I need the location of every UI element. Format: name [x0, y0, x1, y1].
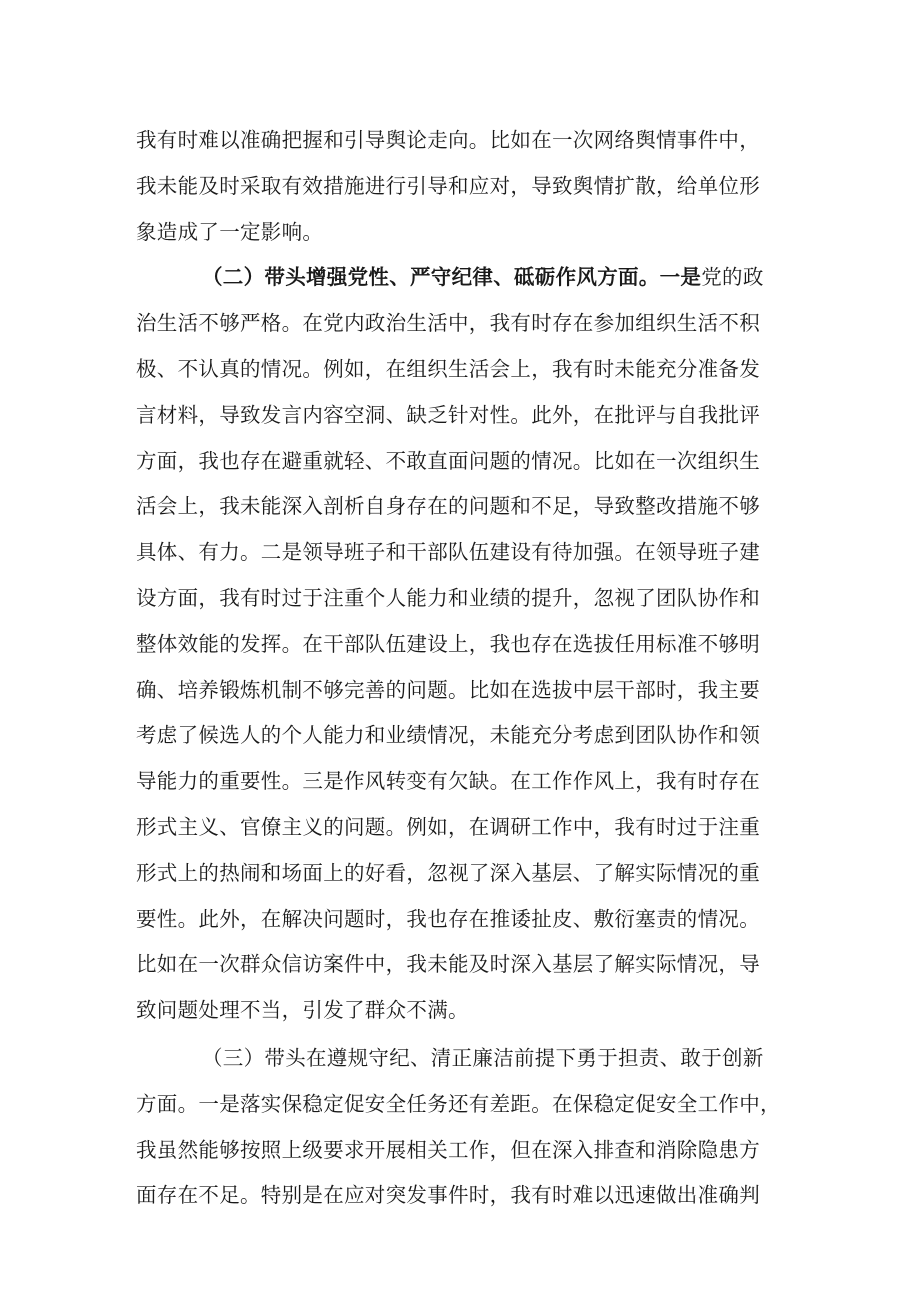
section-heading: （二）带头增强党性、严守纪律、砥砺作风方面。	[202, 265, 660, 290]
text-line: 确、培养锻炼机制不够完善的问题。比如在选拔中层干部时，我主要	[136, 677, 760, 702]
text-line: 我虽然能够按照上级要求开展相关工作，但在深入排查和消除隐患方	[136, 1137, 760, 1162]
text-line: 我未能及时采取有效措施进行引导和应对，导致舆情扩散，给单位形	[136, 173, 760, 198]
text-line: 具体、有力。二是领导班子和干部队伍建设有待加强。在领导班子建	[136, 540, 760, 565]
text-line: 致问题处理不当，引发了群众不满。	[136, 998, 469, 1023]
text-line: 形式主义、官僚主义的问题。例如，在调研工作中，我有时过于注重	[136, 814, 760, 839]
text-line: 要性。此外，在解决问题时，我也存在推诿扯皮、敷衍塞责的情况。	[136, 906, 760, 931]
paragraph-1	[136, 118, 792, 255]
text-line: 考虑了候选人的个人能力和业绩情况，未能充分考虑到团队协作和领	[136, 723, 760, 748]
text-line: （三）带头在遵规守纪、清正廉洁前提下勇于担责、敢于创新	[202, 1045, 764, 1070]
text-line: 设方面，我有时过于注重个人能力和业绩的提升，忽视了团队协作和	[136, 585, 760, 610]
text-line: 活会上，我未能深入剖析自身存在的问题和不足，导致整改措施不够	[136, 494, 760, 519]
text-line: 象造成了一定影响。	[136, 219, 324, 244]
text-line: 形式上的热闹和场面上的好看，忽视了深入基层、了解实际情况的重	[136, 860, 760, 885]
document-body	[136, 118, 792, 1219]
text-fragment: 党的政	[701, 265, 764, 290]
text-line: 整体效能的发挥。在干部队伍建设上，我也存在选拔任用标准不够明	[136, 631, 760, 656]
text-line: 我有时难以准确把握和引导舆论走向。比如在一次网络舆情事件中，	[136, 128, 760, 152]
paragraph-3	[136, 1036, 792, 1219]
text-line: 方面，我也存在避重就轻、不敢直面问题的情况。比如在一次组织生	[136, 448, 760, 473]
text-line: 言材料，导致发言内容空洞、缺乏针对性。此外，在批评与自我批评	[136, 402, 760, 427]
text-line: 极、不认真的情况。例如，在组织生活会上，我有时未能充分准备发	[136, 356, 760, 381]
paragraph-2	[136, 255, 792, 1034]
text-line: 面存在不足。特别是在应对突发事件时，我有时难以迅速做出准确判	[136, 1183, 760, 1208]
text-line: 治生活不够严格。在党内政治生活中，我有时存在参加组织生活不积	[136, 311, 760, 336]
text-line	[136, 255, 792, 301]
text-line: 方面。一是落实保稳定促安全任务还有差距。在保稳定促安全工作中，	[136, 1091, 781, 1116]
text-line: 导能力的重要性。三是作风转变有欠缺。在工作作风上，我有时存在	[136, 769, 760, 794]
text-line: 比如在一次群众信访案件中，我未能及时深入基层了解实际情况，导	[136, 952, 760, 977]
point-label: 一是	[659, 265, 702, 290]
